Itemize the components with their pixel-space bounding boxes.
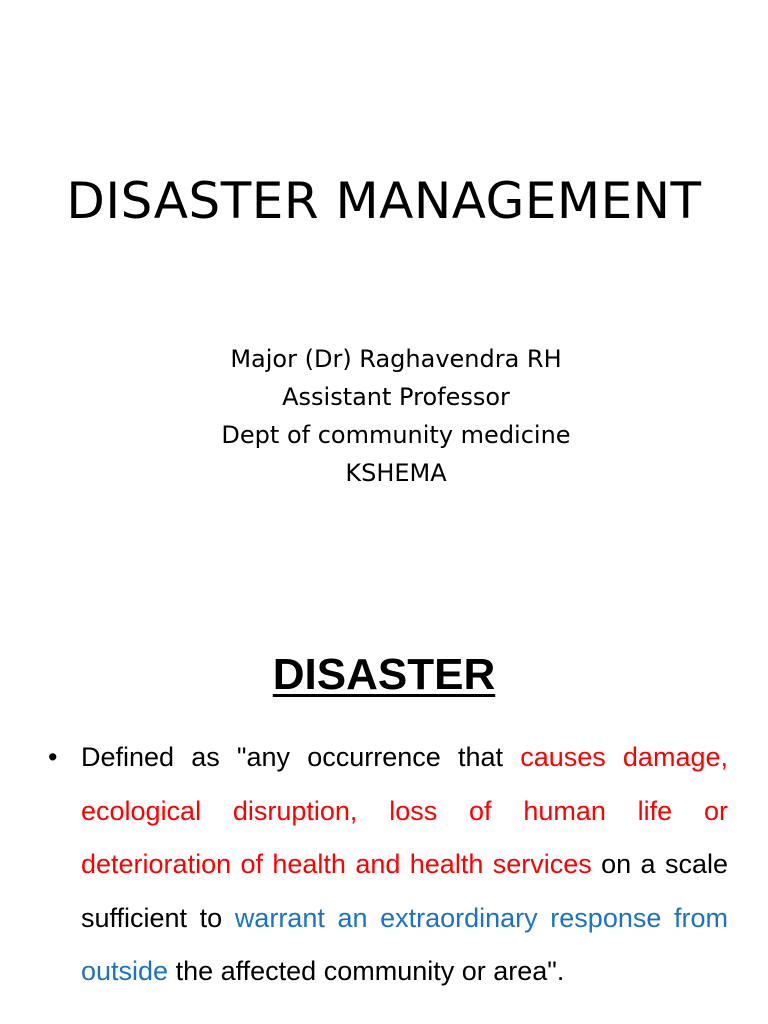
definition-bullet — [48, 731, 728, 999]
bullet-icon: • — [48, 742, 58, 772]
slide-1-title: DISASTER MANAGEMENT — [66, 172, 702, 230]
author-position: Assistant Professor — [282, 383, 510, 411]
definition-highlight-red: causes damage, ecological disruption, loss of human life or deterioration of health and health services — [81, 742, 728, 879]
definition-text-part-2: on a scale sufficient to — [81, 849, 728, 933]
definition-text — [81, 731, 728, 999]
slide-2-title: DISASTER — [272, 650, 496, 699]
author-name: Major (Dr) Raghavendra RH — [230, 345, 562, 373]
definition-highlight-blue: warrant an extraordinary response from outside — [81, 902, 728, 986]
author-institution: KSHEMA — [345, 459, 447, 487]
author-department: Dept of community medicine — [221, 421, 571, 449]
definition-text-part-3: the affected community or area". — [168, 956, 565, 986]
definition-text-part-1: Defined as "any occurrence that — [81, 742, 521, 772]
slide-1-subtitle — [0, 340, 768, 492]
